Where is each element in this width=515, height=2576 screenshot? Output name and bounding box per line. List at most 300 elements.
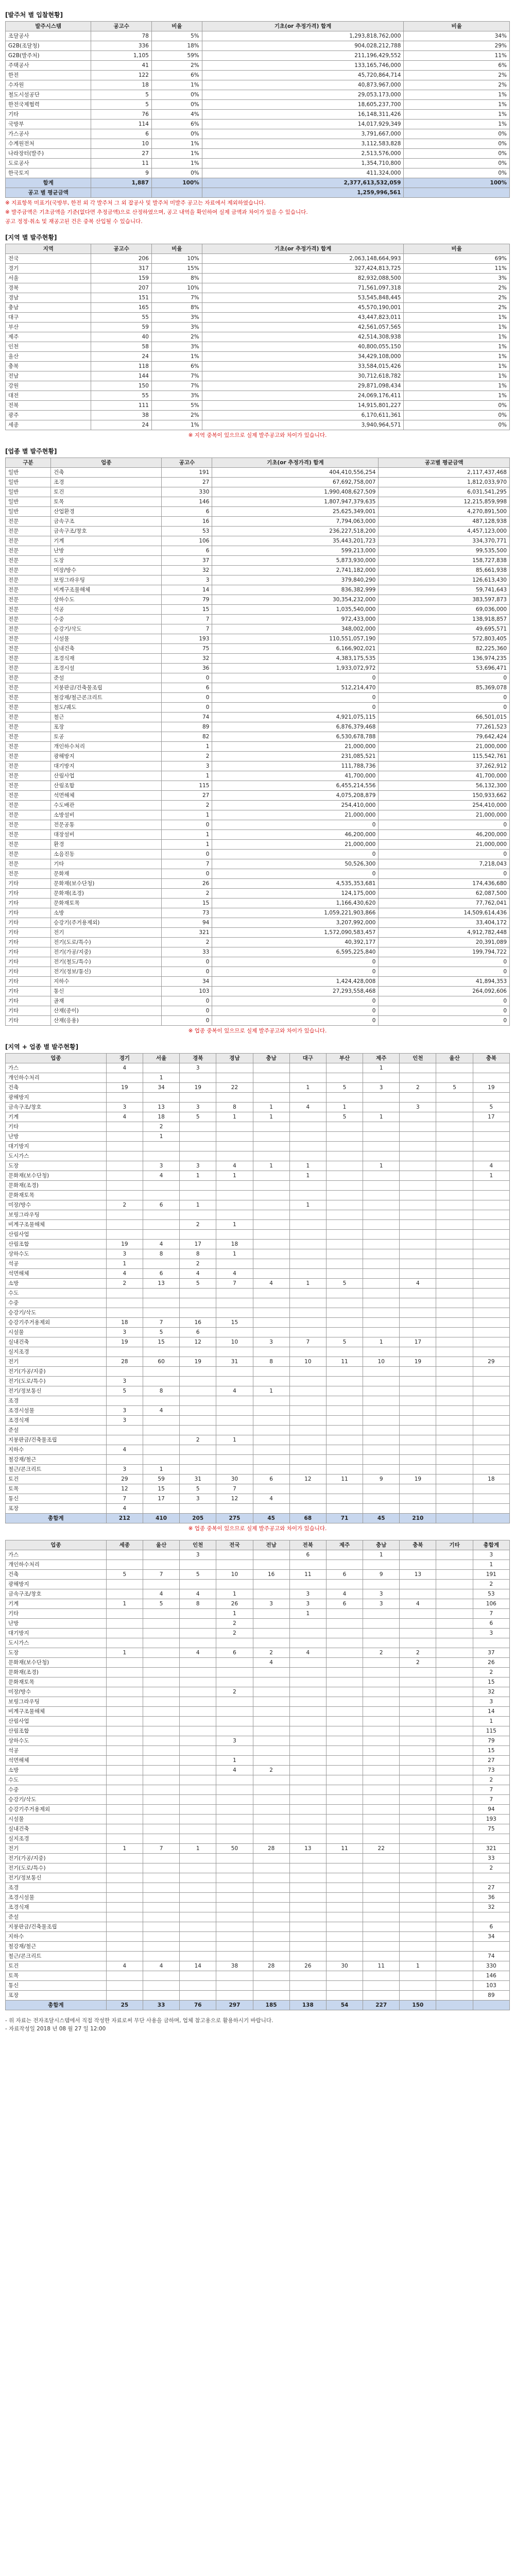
table-cell: [473, 1504, 509, 1514]
table-cell: 6,166,902,021: [212, 644, 379, 654]
table-cell: [473, 1445, 509, 1455]
table-cell: [216, 1093, 253, 1103]
table-cell: 기타: [6, 928, 51, 938]
table-cell: 150: [400, 2001, 436, 2010]
table-cell: 산림조합: [6, 1726, 107, 1736]
table-cell: 전기/정보통신: [6, 1386, 107, 1396]
table-cell: 시설물: [51, 634, 162, 644]
table-cell: [363, 1580, 400, 1589]
table-cell: [180, 1093, 216, 1103]
table-cell: 29: [473, 1357, 509, 1367]
table-cell: [436, 1161, 473, 1171]
table-cell: 1: [162, 830, 212, 840]
table-cell: 도시가스: [6, 1151, 107, 1161]
table-cell: [143, 1942, 179, 1952]
table-cell: 가스공사: [6, 129, 91, 139]
table-cell: [180, 1377, 216, 1386]
table-cell: 4: [289, 1648, 326, 1658]
table-cell: 시설물: [6, 1328, 107, 1337]
table-cell: 기타: [6, 899, 51, 908]
table-cell: 58: [91, 342, 151, 352]
table-cell: [436, 1619, 473, 1629]
table-cell: [473, 1942, 509, 1952]
table-cell: [253, 1220, 289, 1230]
table-cell: [216, 1658, 253, 1668]
table-cell: [180, 1406, 216, 1416]
table-cell: [400, 1883, 436, 1893]
table-cell: [180, 1942, 216, 1952]
table-cell: [289, 1142, 326, 1151]
table-row: [6, 1707, 510, 1717]
table-cell: [400, 1181, 436, 1191]
table-row: [6, 732, 510, 742]
table-cell: 30: [326, 1961, 363, 1971]
column-header: 기초(or 추정가격) 합계: [202, 22, 404, 31]
table-cell: [326, 1073, 363, 1083]
table-cell: [473, 1200, 509, 1210]
table-cell: 9: [363, 1475, 400, 1484]
table-cell: 21,000,000: [212, 810, 379, 820]
table-cell: 전국: [6, 254, 91, 264]
table-cell: 3: [106, 1465, 143, 1475]
table-cell: 0%: [404, 139, 510, 149]
table-row: [6, 693, 510, 703]
table-cell: [400, 1560, 436, 1570]
table-cell: [436, 2001, 473, 2010]
table-cell: [289, 1893, 326, 1903]
table-cell: 실지조경: [6, 1834, 107, 1844]
table-cell: 경기: [6, 264, 91, 274]
table-cell: [216, 1854, 253, 1863]
table-cell: [326, 1445, 363, 1455]
table-cell: [216, 1707, 253, 1717]
table-cell: [106, 1629, 143, 1638]
table-cell: [106, 1922, 143, 1932]
table-cell: [436, 1367, 473, 1377]
table-cell: [326, 1093, 363, 1103]
table-cell: 26: [473, 1658, 509, 1668]
table-cell: [326, 1629, 363, 1638]
table-cell: 41,700,000: [379, 771, 510, 781]
table-cell: [180, 1932, 216, 1942]
table-row: [6, 1269, 510, 1279]
table-cell: [143, 1726, 179, 1736]
table-cell: 43,447,823,011: [202, 313, 404, 323]
table-cell: 317: [91, 264, 151, 274]
table-cell: [400, 1668, 436, 1677]
table-cell: 75: [473, 1824, 509, 1834]
table-cell: 18%: [151, 41, 202, 51]
column-header: 구분: [6, 458, 51, 468]
table-cell: [436, 1357, 473, 1367]
table-cell: [106, 1824, 143, 1834]
table-cell: 212: [106, 1514, 143, 1523]
table-cell: 9: [91, 168, 151, 178]
table-cell: [363, 1435, 400, 1445]
table-cell: [326, 1815, 363, 1824]
table-cell: [253, 1834, 289, 1844]
table-cell: 3%: [404, 274, 510, 283]
table-cell: [289, 1619, 326, 1629]
table-cell: 0%: [151, 100, 202, 110]
table-cell: 보링그라우팅: [6, 1697, 107, 1707]
table-cell: 1: [162, 840, 212, 850]
table-cell: [216, 1746, 253, 1756]
table-cell: 1: [253, 1161, 289, 1171]
table-cell: [326, 1707, 363, 1717]
table-cell: 30,712,618,782: [202, 371, 404, 381]
table-cell: 대기방지: [6, 1629, 107, 1638]
table-cell: 상하수도: [6, 1736, 107, 1746]
table-cell: [326, 1220, 363, 1230]
table-cell: 지하수: [6, 1932, 107, 1942]
table-cell: [363, 1367, 400, 1377]
table-cell: 전기(가공/지중): [51, 947, 162, 957]
table-cell: [326, 1289, 363, 1298]
table-cell: 19: [473, 1083, 509, 1093]
table-cell: 38: [216, 1961, 253, 1971]
table-cell: 3: [363, 1589, 400, 1599]
table-cell: [473, 1396, 509, 1406]
table-cell: [473, 1386, 509, 1396]
table-cell: 수중: [51, 615, 162, 624]
table-cell: [253, 1707, 289, 1717]
table-row: [6, 938, 510, 947]
table-cell: 5: [326, 1083, 363, 1093]
table-row: [6, 1599, 510, 1609]
table-cell: [106, 1668, 143, 1677]
table-cell: [289, 1697, 326, 1707]
table-cell: [436, 1609, 473, 1619]
table-cell: 철강재/철근: [6, 1942, 107, 1952]
table-cell: 14: [162, 585, 212, 595]
table-cell: 4: [253, 1494, 289, 1504]
table-cell: [436, 1922, 473, 1932]
table-cell: [400, 1171, 436, 1181]
table-cell: [363, 1269, 400, 1279]
table-cell: 3%: [151, 342, 202, 352]
table-cell: 문화재(조경): [6, 1668, 107, 1677]
table-cell: 1: [143, 1465, 179, 1475]
table-cell: 3: [180, 1550, 216, 1560]
table-cell: [143, 1609, 179, 1619]
table-cell: [289, 1795, 326, 1805]
table-row: [6, 1161, 510, 1171]
table-cell: 1%: [151, 80, 202, 90]
table-cell: [289, 1220, 326, 1230]
table-cell: 7: [289, 1337, 326, 1347]
table-cell: 4: [106, 1063, 143, 1073]
table-cell: 조경식재: [6, 1416, 107, 1426]
table-cell: [436, 1249, 473, 1259]
table-cell: 산림사업: [6, 1717, 107, 1726]
table-cell: [436, 1756, 473, 1766]
table-cell: [143, 1142, 179, 1151]
table-cell: 972,433,000: [212, 615, 379, 624]
column-header: 울산: [143, 1540, 179, 1550]
table-cell: 전북: [6, 401, 91, 411]
table-cell: [436, 1484, 473, 1494]
table-cell: [216, 1200, 253, 1210]
table-row: [6, 683, 510, 693]
table-cell: 33,404,172: [379, 918, 510, 928]
table-cell: 62,087,500: [379, 889, 510, 899]
table-cell: 대전: [6, 391, 91, 401]
table-row: [6, 1687, 510, 1697]
table-cell: [253, 1824, 289, 1834]
table-cell: 소방: [6, 1766, 107, 1775]
table-cell: 3: [473, 1697, 509, 1707]
table-cell: [363, 1386, 400, 1396]
table-cell: 4: [473, 1161, 509, 1171]
table-cell: [326, 1181, 363, 1191]
table-cell: [253, 1435, 289, 1445]
table-cell: 2%: [404, 293, 510, 303]
table-row: [6, 61, 510, 71]
table-cell: [143, 1289, 179, 1298]
table-cell: 실내건축: [6, 1337, 107, 1347]
table-cell: [326, 1834, 363, 1844]
table-cell: 11: [363, 1961, 400, 1971]
table-cell: [289, 1687, 326, 1697]
table-cell: 석공: [6, 1746, 107, 1756]
table-cell: [289, 1308, 326, 1318]
table-cell: [436, 1903, 473, 1912]
table-cell: [289, 1289, 326, 1298]
table-cell: [180, 1893, 216, 1903]
table-cell: [363, 1279, 400, 1289]
table-cell: 4: [143, 1171, 179, 1181]
table-row: [6, 644, 510, 654]
table-cell: 기타: [6, 947, 51, 957]
region-industry-table-b: [5, 1540, 510, 2010]
table-cell: [106, 1455, 143, 1465]
table-cell: [436, 1328, 473, 1337]
table-cell: [253, 1697, 289, 1707]
table-cell: [180, 1883, 216, 1893]
table-cell: [106, 1435, 143, 1445]
table-cell: [436, 1103, 473, 1112]
table-cell: 207: [91, 283, 151, 293]
table-cell: [289, 1377, 326, 1386]
table-cell: 10: [363, 1357, 400, 1367]
table-cell: 울산: [6, 352, 91, 362]
table-cell: 5: [436, 1083, 473, 1093]
table-cell: [106, 1893, 143, 1903]
table-cell: [363, 1638, 400, 1648]
table-cell: 106: [162, 536, 212, 546]
table-cell: [400, 1230, 436, 1240]
column-header: 기타: [436, 1540, 473, 1550]
table-cell: [400, 1269, 436, 1279]
table-cell: 기타: [6, 957, 51, 967]
table-cell: 0: [212, 703, 379, 713]
table-cell: [326, 1328, 363, 1337]
table-cell: [253, 1416, 289, 1426]
table-cell: 18: [106, 1318, 143, 1328]
table-cell: [216, 1550, 253, 1560]
table-cell: 1: [289, 1200, 326, 1210]
table-cell: [289, 1298, 326, 1308]
table-cell: 79: [473, 1736, 509, 1746]
table-cell: [289, 1824, 326, 1834]
table-cell: 전남: [6, 371, 91, 381]
table-cell: [400, 1484, 436, 1494]
table-cell: [363, 1834, 400, 1844]
table-cell: [363, 1707, 400, 1717]
total-row: [6, 1514, 510, 1523]
table-cell: 0: [162, 996, 212, 1006]
table-cell: 6: [216, 1648, 253, 1658]
table-cell: 3: [162, 761, 212, 771]
table-cell: [326, 1952, 363, 1961]
table-cell: 59,741,643: [379, 585, 510, 595]
table-cell: [400, 1589, 436, 1599]
table-cell: 0: [379, 996, 510, 1006]
table-cell: 대구: [6, 313, 91, 323]
table-cell: 0: [162, 957, 212, 967]
table-cell: 5: [180, 1279, 216, 1289]
table-row: [6, 1824, 510, 1834]
table-row: [6, 1006, 510, 1016]
table-cell: 총합계: [6, 1514, 107, 1523]
table-cell: [326, 1416, 363, 1426]
table-cell: 2: [363, 1648, 400, 1658]
table-cell: 69%: [404, 254, 510, 264]
table-cell: [326, 1609, 363, 1619]
table-cell: [436, 1658, 473, 1668]
table-cell: [143, 1560, 179, 1570]
table-row: [6, 664, 510, 673]
column-header: 세종: [106, 1540, 143, 1550]
table-cell: 한전국제협력: [6, 100, 91, 110]
table-cell: 1%: [404, 323, 510, 332]
table-cell: [143, 1893, 179, 1903]
table-cell: 7: [162, 624, 212, 634]
table-row: [6, 918, 510, 928]
table-cell: [436, 1961, 473, 1971]
table-cell: [106, 1785, 143, 1795]
table-cell: [473, 1426, 509, 1435]
table-row: [6, 791, 510, 801]
table-cell: 석면해체: [51, 791, 162, 801]
table-cell: [436, 1697, 473, 1707]
table-cell: 74: [162, 713, 212, 722]
table-cell: [400, 1580, 436, 1589]
table-cell: [326, 1668, 363, 1677]
table-cell: 소방: [51, 908, 162, 918]
table-cell: [253, 1298, 289, 1308]
table-cell: [363, 1668, 400, 1677]
table-cell: 수도: [6, 1775, 107, 1785]
table-cell: 29: [106, 1475, 143, 1484]
table-cell: 40: [91, 332, 151, 342]
table-row: [6, 1142, 510, 1151]
table-cell: 22: [216, 1083, 253, 1093]
table-cell: [253, 1063, 289, 1073]
table-cell: [216, 1377, 253, 1386]
column-header: 지역: [6, 244, 91, 254]
table-cell: 3: [180, 1063, 216, 1073]
table-cell: 7: [162, 859, 212, 869]
table-cell: 59%: [151, 51, 202, 61]
table-cell: [106, 1073, 143, 1083]
table-cell: [106, 1367, 143, 1377]
table-cell: 전문: [6, 595, 51, 605]
table-cell: 5: [106, 1570, 143, 1580]
table-cell: 4: [143, 1589, 179, 1599]
table-cell: 포장: [6, 1991, 107, 2001]
table-cell: [400, 1697, 436, 1707]
table-cell: 1,035,540,000: [212, 605, 379, 615]
table-cell: 11: [326, 1357, 363, 1367]
column-header: 전북: [289, 1540, 326, 1550]
table-row: [6, 149, 510, 159]
table-cell: 4: [143, 1961, 179, 1971]
table-row: [6, 1103, 510, 1112]
table-cell: 소음진동: [51, 850, 162, 859]
column-header: 제주: [326, 1540, 363, 1550]
table-row: [6, 1308, 510, 1318]
column-header: 서울: [143, 1054, 179, 1063]
table-cell: 27: [91, 149, 151, 159]
table-cell: [363, 1377, 400, 1386]
table-cell: [180, 1445, 216, 1455]
table-cell: 지붕판금/건축물조립: [6, 1435, 107, 1445]
table-cell: 1,424,428,008: [212, 977, 379, 987]
table-cell: 대장설비: [51, 830, 162, 840]
table-cell: 7%: [151, 371, 202, 381]
table-cell: 부산: [6, 323, 91, 332]
table-cell: [289, 1318, 326, 1328]
table-cell: [253, 1083, 289, 1093]
table-cell: 35,443,201,723: [212, 536, 379, 546]
table-row: [6, 1785, 510, 1795]
table-cell: [253, 1687, 289, 1697]
table-cell: 6,876,379,468: [212, 722, 379, 732]
table-cell: 71: [326, 1514, 363, 1523]
table-row: [6, 168, 510, 178]
total-row: [6, 2001, 510, 2010]
table-cell: [326, 1873, 363, 1883]
table-cell: [253, 1328, 289, 1337]
table-cell: 문화재토목: [6, 1677, 107, 1687]
table-cell: 전문: [6, 810, 51, 820]
table-cell: 전문: [6, 585, 51, 595]
table-cell: 136,974,235: [379, 654, 510, 664]
table-cell: [106, 1971, 143, 1981]
table-cell: [400, 1122, 436, 1132]
table-cell: [106, 1122, 143, 1132]
table-cell: 전기(도로/특수): [6, 1863, 107, 1873]
table-row: [6, 928, 510, 938]
table-cell: G2B(발주처): [6, 51, 91, 61]
table-cell: 전기(도로/특수): [51, 938, 162, 947]
table-row: [6, 1367, 510, 1377]
table-cell: 348,002,000: [212, 624, 379, 634]
table-cell: 1%: [404, 352, 510, 362]
table-cell: 기타: [6, 110, 91, 120]
table-cell: [180, 1795, 216, 1805]
table-cell: [216, 1971, 253, 1981]
table-cell: 78: [91, 31, 151, 41]
table-cell: [436, 1269, 473, 1279]
table-cell: [253, 1550, 289, 1560]
table-cell: [400, 1093, 436, 1103]
table-cell: [216, 1465, 253, 1475]
table-row: [6, 31, 510, 41]
table-cell: 19: [180, 1357, 216, 1367]
